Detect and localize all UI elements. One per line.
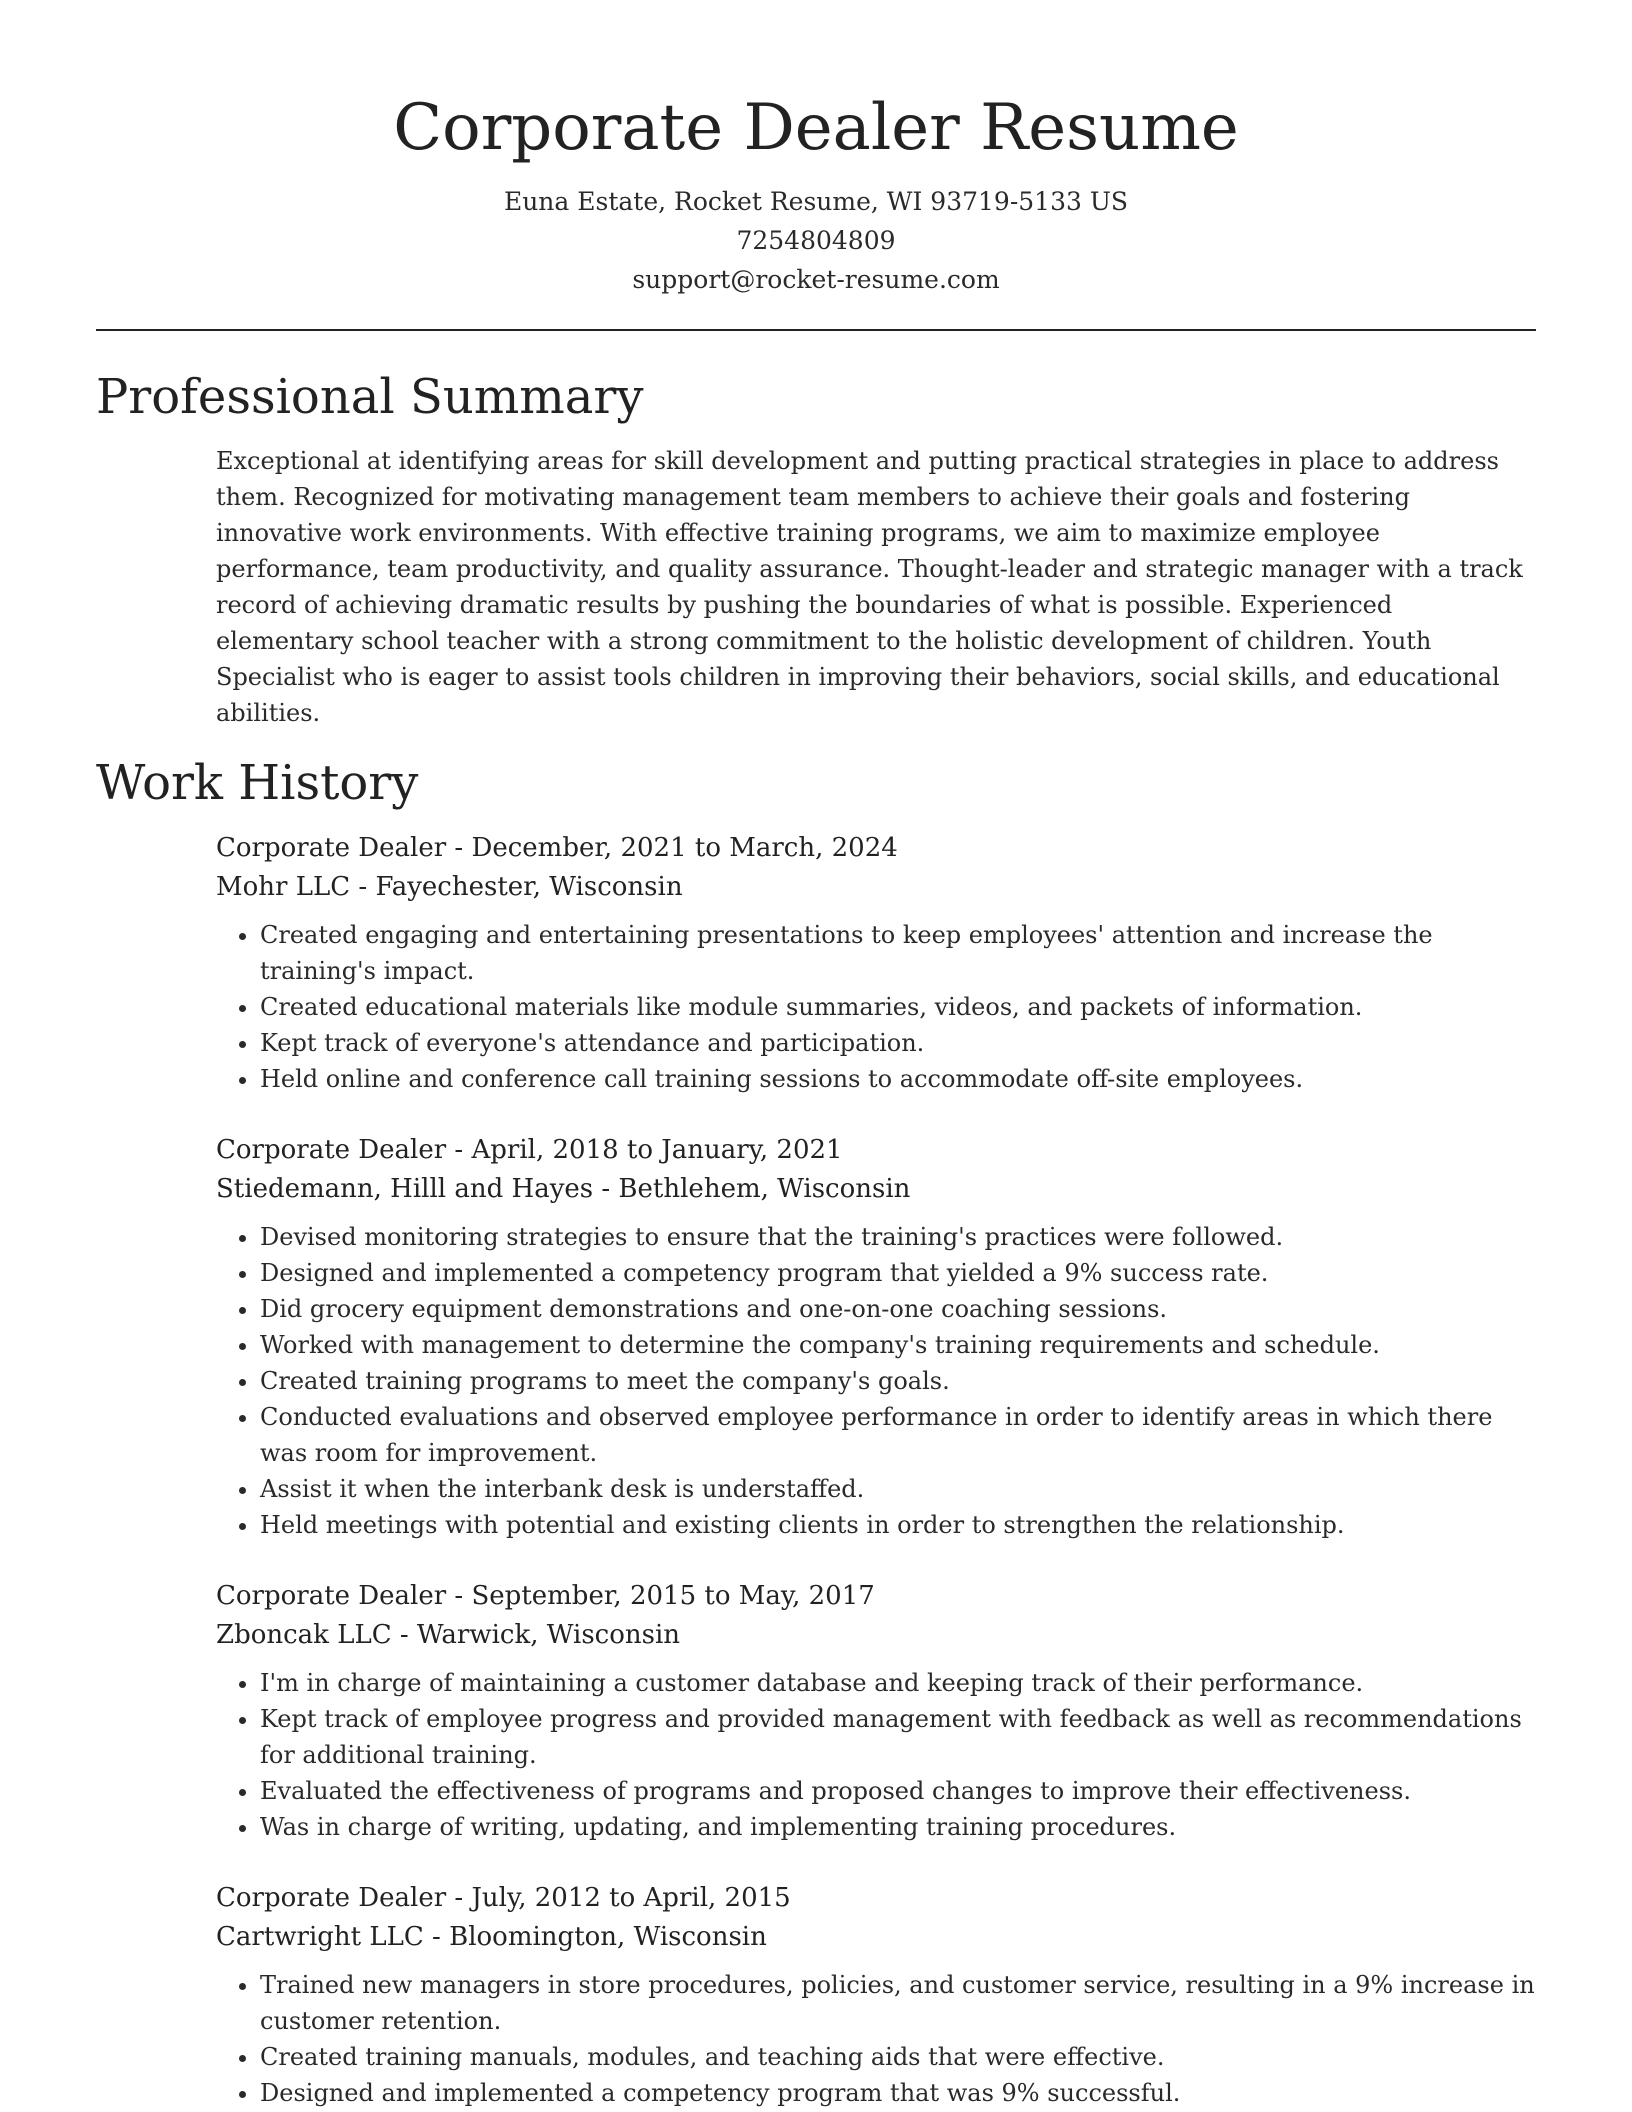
job-bullet: • Kept track of employee progress and provided management with feedback as well as recommendations for additional training. (260, 1701, 1536, 1773)
job-company-location: Zboncak LLC - Warwick, Wisconsin (216, 1620, 681, 1650)
job-bullet: • Conducted evaluations and observed employee performance in order to identify areas in which there was room for improvement. (260, 1399, 1536, 1471)
job-bullet-list (216, 1219, 1536, 1543)
work-history-heading: Work History (96, 755, 419, 811)
job-company-location: Cartwright LLC - Bloomington, Wisconsin (216, 1922, 767, 1952)
job-bullet: • Devised monitoring strategies to ensure that the training's practices were followed. (260, 1219, 1536, 1255)
contact-block (96, 182, 1536, 299)
job-bullet-list (216, 1967, 1536, 2111)
job-bullet: • Worked with management to determine the company's training requirements and schedule. (260, 1327, 1536, 1363)
header-divider (96, 329, 1536, 331)
job-company-location: Mohr LLC - Fayechester, Wisconsin (216, 872, 683, 902)
job-bullet: • Did grocery equipment demonstrations and one-on-one coaching sessions. (260, 1291, 1536, 1327)
work-history-list (216, 829, 1536, 2111)
job-bullet: • Created training programs to meet the company's goals. (260, 1363, 1536, 1399)
job-title-dates: Corporate Dealer - July, 2012 to April, 2015 (216, 1883, 791, 1913)
job-title-dates: Corporate Dealer - December, 2021 to March, 2024 (216, 833, 898, 863)
contact-address: Euna Estate, Rocket Resume, WI 93719-5133 US (503, 187, 1129, 216)
contact-email: support@rocket-resume.com (632, 265, 1000, 294)
job-bullet: • Kept track of everyone's attendance and participation. (260, 1025, 1536, 1061)
resume-page (96, 0, 1536, 2111)
job-bullet-list (216, 917, 1536, 1097)
job-bullet: • Trained new managers in store procedures, policies, and customer service, resulting in a 9% increase in customer retention. (260, 1967, 1536, 2039)
job-bullet: • Designed and implemented a competency program that yielded a 9% success rate. (260, 1255, 1536, 1291)
job-bullet: • Evaluated the effectiveness of programs and proposed changes to improve their effectiveness. (260, 1773, 1536, 1809)
job-bullet: • Assist it when the interbank desk is understaffed. (260, 1471, 1536, 1507)
job-bullet-list (216, 1665, 1536, 1845)
job-entry (216, 1879, 1536, 2111)
summary-heading: Professional Summary (96, 369, 644, 425)
job-bullet: • Held meetings with potential and existing clients in order to strengthen the relationship. (260, 1507, 1536, 1543)
contact-phone: 7254804809 (736, 226, 896, 255)
job-bullet: • Was in charge of writing, updating, and implementing training procedures. (260, 1809, 1536, 1845)
job-entry (216, 1577, 1536, 1845)
job-bullet: • Designed and implemented a competency program that was 9% successful. (260, 2075, 1536, 2111)
job-bullet: • Created educational materials like module summaries, videos, and packets of information. (260, 989, 1536, 1025)
resume-title: Corporate Dealer Resume (393, 91, 1239, 165)
job-bullet: • Held online and conference call training sessions to accommodate off-site employees. (260, 1061, 1536, 1097)
job-title-dates: Corporate Dealer - September, 2015 to May, 2017 (216, 1581, 875, 1611)
job-entry (216, 829, 1536, 1097)
job-bullet: • I'm in charge of maintaining a customer database and keeping track of their performance. (260, 1665, 1536, 1701)
job-company-location: Stiedemann, Hilll and Hayes - Bethlehem, Wisconsin (216, 1174, 911, 1204)
job-bullet: • Created engaging and entertaining presentations to keep employees' attention and increase the training's impact. (260, 917, 1536, 989)
job-entry (216, 1131, 1536, 1543)
summary-text: Exceptional at identifying areas for skill development and putting practical strategies in place to address them. Recognized for motivating management team members to achieve their goals and fostering innovative work environments. With effective training programs, we aim to maximize employee performance, team productivity, and quality assurance. Thought-leader and strategic manager with a track record of achieving dramatic results by pushing the boundaries of what is possible. Experienced elementary school teacher with a strong commitment to the holistic development of children. Youth Specialist who is eager to assist tools children in improving their behaviors, social skills, and educational abilities. (216, 447, 1523, 727)
job-bullet: • Created training manuals, modules, and teaching aids that were effective. (260, 2039, 1536, 2075)
job-title-dates: Corporate Dealer - April, 2018 to January, 2021 (216, 1135, 843, 1165)
